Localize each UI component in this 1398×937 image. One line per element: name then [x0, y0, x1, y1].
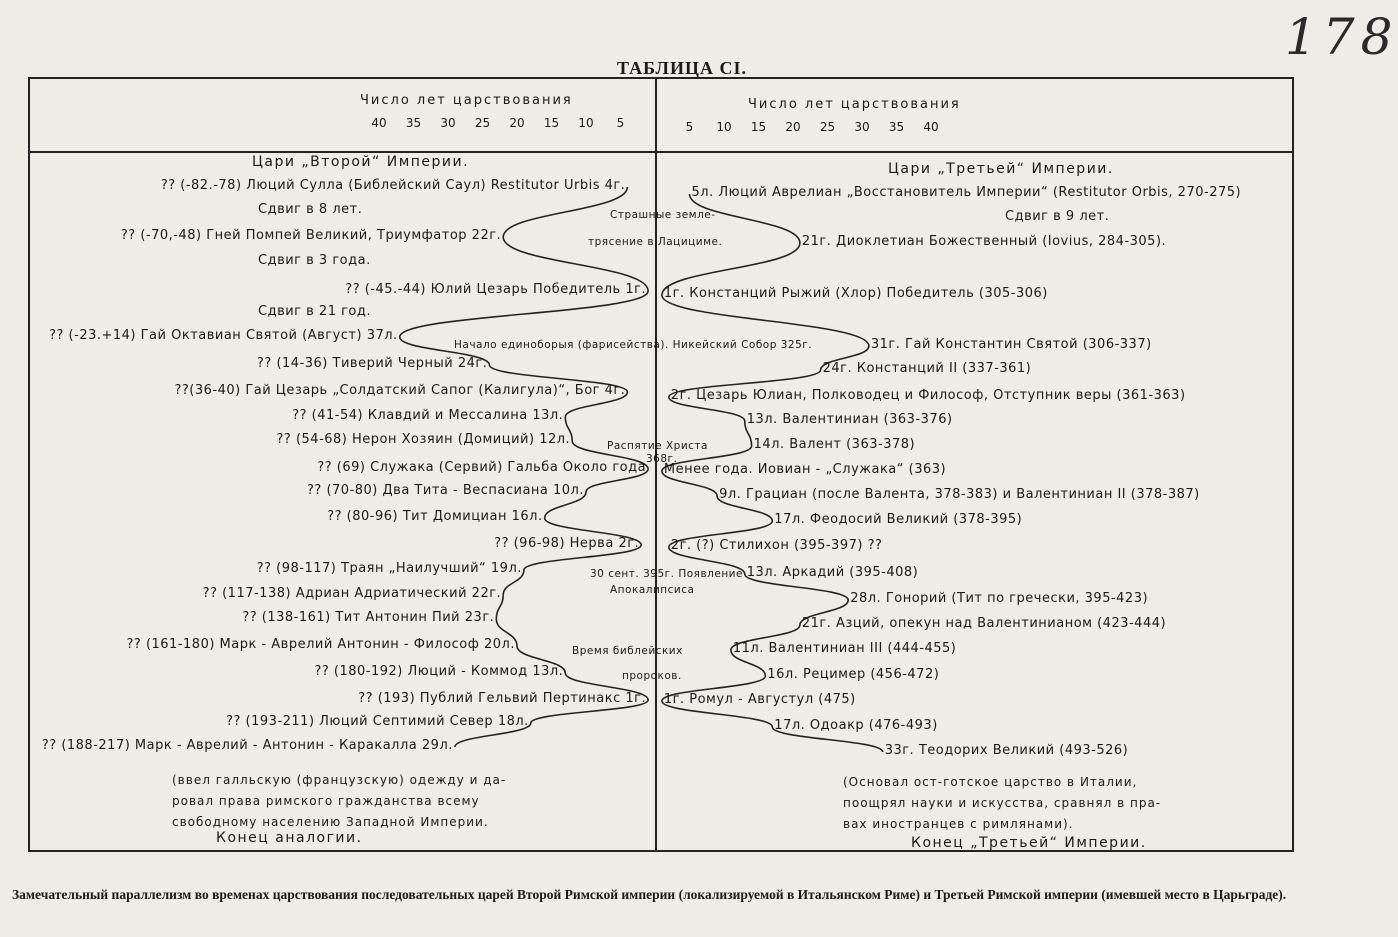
left-reign-entry — [307, 483, 584, 499]
reign-years: 14л. — [753, 437, 785, 452]
right-tick: 35 — [888, 120, 905, 134]
left-reign-entry — [203, 586, 502, 602]
right-reign-entry — [747, 565, 919, 581]
reign-years: 13л. — [532, 664, 564, 679]
reign-years: 22г. — [471, 586, 502, 601]
reign-name: Аркадий (395-408) — [782, 565, 919, 580]
right-reign-entry — [823, 361, 1032, 377]
reign-name: Люций Аврелиан „Восстановитель Империи“ (Restitutor Orbis, 270-275) — [718, 185, 1242, 200]
reign-years: 19л. — [490, 561, 522, 576]
reign-name: Менее года. Иовиан - „Служака“ (363) — [663, 462, 947, 477]
reign-years: 1г. — [663, 286, 685, 301]
reign-years: 16л. — [767, 667, 799, 682]
reign-name: Феодосий Великий (378-395) — [809, 512, 1023, 527]
reign-name: Диоклетиан Божественный (Iovius, 284-305). — [836, 234, 1167, 249]
reign-name: ?? (138-161) Тит Антонин Пий — [242, 610, 461, 625]
reign-name: Цезарь Юлиан, Полководец и Философ, Отступник веры (361-363) — [696, 388, 1186, 403]
right-reign-entry — [754, 437, 915, 453]
right-tick: 20 — [785, 120, 801, 134]
page-number: 178 — [1285, 8, 1398, 66]
right-tick: 10 — [716, 120, 732, 134]
right-reign-entry — [664, 692, 856, 708]
right-ending: Конец „Третьей“ Империи. — [911, 835, 1147, 851]
reign-name: Азций, опекун над Валентинианом (423-444) — [836, 616, 1167, 631]
right-reign-entry — [671, 388, 1186, 404]
left-note: (ввел галльскую (французскую) одежду и да- ровал права римского гражданства всему свободному населению Западной Империи. — [172, 773, 507, 829]
reign-name: Грациан (после Валента, 378-383) и Валентиниан II (378-387) — [745, 487, 1200, 502]
reign-name: ?? (-70,-48) Гней Помпей Великий, Триумфатор — [120, 228, 468, 243]
left-reign-entry — [345, 282, 646, 298]
right-reign-entry — [802, 616, 1166, 632]
reign-name: ??(36-40) Гай Цезарь „Солдатский Сапог (Калигула)“, Бог — [174, 383, 601, 398]
right-reign-entry — [733, 641, 956, 657]
reign-name: ?? (98-117) Траян „Наилучший“ — [256, 561, 487, 576]
right-scale-title: Число лет царствования — [748, 97, 961, 112]
reign-name: ?? (41-54) Клавдий и Мессалина — [292, 408, 528, 423]
reign-years: 16л. — [511, 509, 543, 524]
left-reign-entry — [277, 432, 571, 448]
right-tick: 30 — [854, 120, 870, 134]
reign-years: 21г. — [801, 234, 832, 249]
table-title: ТАБЛИЦА CI. — [617, 58, 747, 78]
right-reign-entry — [664, 286, 1048, 302]
reign-years: 1г. — [625, 691, 647, 706]
right-reign-entry — [671, 538, 883, 554]
annotation-prophets-1: Время библейских — [572, 645, 683, 657]
right-note: (Основал ост-готское царство в Италии, поощрял науки и искусства, сравнял в пра- вах иностранцев с римлянами). — [843, 775, 1162, 831]
reign-name: Одоакр (476-493) — [809, 718, 938, 733]
right-reign-entry — [850, 591, 1148, 607]
left-ending: Конец аналогии. — [216, 830, 363, 846]
reign-name: ?? (-45.-44) Юлий Цезарь Победитель — [345, 282, 621, 297]
left-tick: 10 — [578, 116, 594, 130]
left-reign-entry — [257, 561, 522, 577]
reign-name: Рецимер (456-472) — [803, 667, 940, 682]
annotation-earthquake-2: трясение в Лацициме. — [588, 236, 723, 248]
left-tick: 30 — [440, 116, 456, 130]
reign-years: 22г. — [471, 228, 502, 243]
reign-years: 31г. — [870, 337, 901, 352]
reign-name: ?? (80-96) Тит Домициан — [327, 509, 507, 524]
right-reign-entry — [885, 743, 1129, 759]
left-header: Цари „Второй“ Империи. — [252, 154, 470, 170]
reign-name: ?? (-82.-78) Люций Сулла (Библейский Саул) Restitutor Urbis — [160, 178, 601, 193]
reign-name: ?? (69) Служака (Сервий) Гальба Около года — [317, 460, 647, 475]
reign-name: ?? (96-98) Нерва — [494, 536, 614, 551]
left-reign-entry — [49, 328, 398, 344]
left-scale-title: Число лет царствования — [360, 93, 573, 108]
annotation-crucifixion: Распятие Христа — [607, 440, 708, 452]
reign-years: 2г. — [670, 388, 692, 403]
reign-years: 4г. — [604, 178, 626, 193]
right-reign-entry — [664, 462, 946, 478]
reign-name: ?? (14-36) Тиверий Черный — [257, 356, 454, 371]
left-reign-entry — [127, 637, 515, 653]
annotation-prophets-2: пророков. — [622, 670, 682, 682]
annotation-earthquake-1: Страшные земле- — [610, 209, 716, 221]
reign-name: ?? (54-68) Нерон Хозяин (Домиций) — [276, 432, 535, 447]
left-reign-entry — [161, 178, 626, 194]
reign-years: 13л. — [532, 408, 564, 423]
left-tick: 5 — [616, 116, 625, 130]
left-tick: 20 — [509, 116, 525, 130]
right-reign-entry — [774, 718, 937, 734]
left-reign-entry — [42, 738, 453, 754]
reign-name: Сдвиг в 21 год. — [258, 304, 372, 319]
reign-name: Констанций II (337-361) — [856, 361, 1032, 376]
figure-caption: Замечательный параллелизм во временах царствования последовательных царей Второй Римской империи (локализируемой в Итальянском Риме) и Третьей Римской империи (имевшей место в Царьграде). — [12, 887, 1287, 902]
reign-years: 13л. — [746, 412, 778, 427]
reign-name: Сдвиг в 3 года. — [258, 253, 371, 268]
reign-years: 10л. — [553, 483, 584, 498]
reign-name: ?? (188-217) Марк - Аврелий - Антонин - Каракалла — [41, 738, 418, 753]
left-tick: 25 — [474, 116, 491, 130]
reign-years: 21г. — [801, 616, 832, 631]
reign-years: 1г. — [625, 282, 647, 297]
right-reign-entry — [767, 667, 939, 683]
reign-years: 18л. — [497, 714, 529, 729]
reign-name: Ромул - Августул (475) — [689, 692, 856, 707]
reign-name: (?) Стилихон (395-397) ?? — [696, 538, 883, 553]
reign-name: ?? (-23.+14) Гай Октавиан Святой (Август) — [49, 328, 363, 343]
reign-name: Гонорий (Тит по гречески, 395-423) — [885, 591, 1149, 606]
reign-years: 2г. — [670, 538, 692, 553]
left-reign-entry — [317, 460, 646, 476]
right-reign-entry — [871, 337, 1152, 353]
right-tick: 5 — [685, 120, 694, 134]
reign-years: 9л. — [719, 487, 742, 502]
reign-name: Сдвиг в 8 лет. — [258, 202, 363, 217]
right-shift-note — [1005, 209, 1109, 225]
reign-name: ?? (193-211) Люций Септимий Север — [226, 714, 494, 729]
reign-name: Сдвиг в 9 лет. — [1005, 209, 1110, 224]
reign-name: ?? (70-80) Два Тита - Веспасиана — [307, 483, 549, 498]
left-reign-entry — [494, 536, 639, 552]
reign-name: Валентиниан III (444-455) — [768, 641, 957, 656]
right-reign-entry — [719, 487, 1200, 503]
reign-years: 29л. — [421, 738, 453, 753]
reign-name: Валентиниан (363-376) — [782, 412, 953, 427]
left-tick: 35 — [405, 116, 422, 130]
right-reign-entry — [747, 412, 953, 428]
annotation-apocalypse-2: Апокалипсиса — [610, 584, 695, 596]
reign-years: 5л. — [691, 185, 714, 200]
reign-years: 13л. — [746, 565, 778, 580]
right-reign-entry — [802, 234, 1166, 250]
reign-years: 28л. — [850, 591, 882, 606]
right-tick: 40 — [923, 120, 939, 134]
reign-years: 12л. — [539, 432, 571, 447]
left-reign-entry — [327, 509, 542, 525]
reign-years: 20л. — [484, 637, 515, 652]
reign-years: 11л. — [732, 641, 764, 656]
reign-years: 33г. — [884, 743, 915, 758]
left-shift-note — [258, 253, 371, 269]
left-reign-entry — [292, 408, 563, 424]
left-tick: 40 — [371, 116, 387, 130]
reign-name: ?? (117-138) Адриан Адриатический — [202, 586, 468, 601]
right-header: Цари „Третьей“ Империи. — [888, 161, 1114, 177]
reign-years: 24г. — [457, 356, 488, 371]
left-reign-entry — [358, 691, 646, 707]
reign-years: 2г. — [618, 536, 640, 551]
annotation-nicaea: Начало единоборыя (фарисейства). Никейский Собор 325г. — [454, 339, 813, 351]
left-shift-note — [258, 202, 362, 218]
reign-years: 24г. — [822, 361, 853, 376]
right-tick: 15 — [750, 120, 767, 134]
reign-years: 37л. — [366, 328, 398, 343]
left-reign-entry — [121, 228, 501, 244]
reign-years: 4г. — [604, 383, 626, 398]
annotation-368: 368г. — [646, 453, 678, 465]
left-tick: 15 — [543, 116, 560, 130]
reign-name: Теодорих Великий (493-526) — [918, 743, 1129, 758]
reign-years: 17л. — [774, 512, 806, 527]
reign-name: ?? (193) Публий Гельвий Пертинакс — [358, 691, 621, 706]
annotation-apocalypse-1: 30 сент. 395г. Появление — [590, 568, 743, 580]
right-reign-entry — [774, 512, 1022, 528]
reign-years: 23г. — [464, 610, 495, 625]
left-shift-note — [258, 304, 371, 320]
left-reign-entry — [174, 383, 625, 399]
reign-years: 17л. — [774, 718, 806, 733]
left-reign-entry — [242, 610, 494, 626]
reign-name: ?? (161-180) Марк - Аврелий Антонин - Философ — [126, 637, 480, 652]
reign-years: 1г. — [663, 692, 685, 707]
reign-name: Констанций Рыжий (Хлор) Победитель (305-306) — [689, 286, 1048, 301]
right-reign-entry — [692, 185, 1242, 201]
reign-name: Валент (363-378) — [789, 437, 916, 452]
left-reign-entry — [257, 356, 487, 372]
reign-name: Гай Константин Святой (306-337) — [905, 337, 1152, 352]
reign-name: ?? (180-192) Люций - Коммод — [314, 664, 528, 679]
left-reign-entry — [226, 714, 529, 730]
left-reign-entry — [314, 664, 563, 680]
right-tick: 25 — [819, 120, 836, 134]
